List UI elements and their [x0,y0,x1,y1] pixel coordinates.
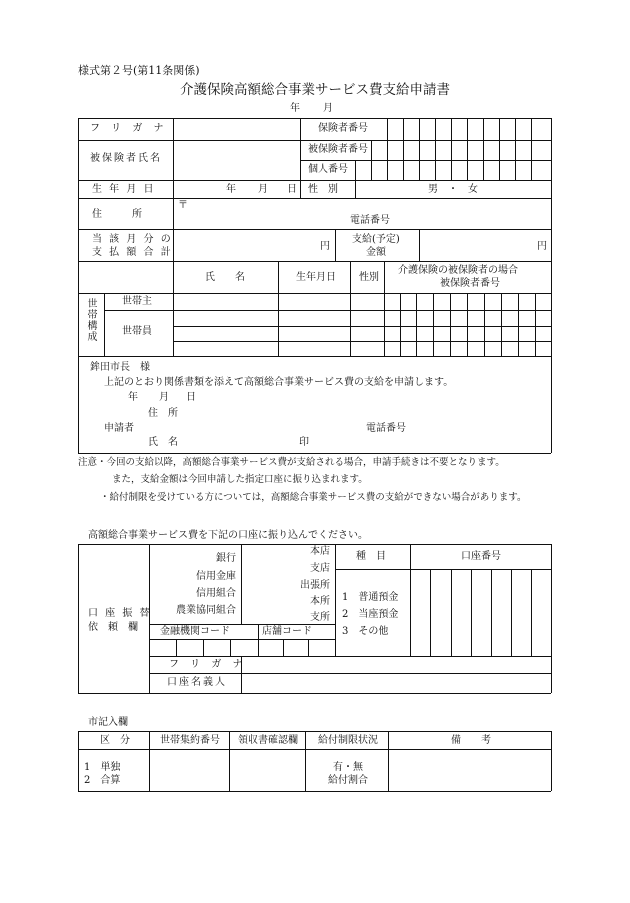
branch-branch-office: 支所 [310,612,330,623]
city-benefit-ratio: 給付割合 [328,775,368,786]
household-head-label: 世帯主 [122,296,152,307]
app-day: 日 [186,392,196,403]
bank-type-shinkin: 信用金庫 [196,571,236,582]
payment-total-label-2: 支 払 額 合 計 [92,247,173,258]
note-2: また，支給金額は今回申請した指定口座に振り込まれます。 [112,474,368,485]
sex-label: 性 別 [308,184,338,195]
date-month-label: 月 [323,103,333,114]
birth-year-label: 年 [226,184,236,195]
birth-day-label: 日 [287,184,297,195]
bank-label-1: 口 座 振 替 [88,608,152,619]
household-col-birthdate: 生年月日 [296,272,336,283]
city-col-household-no: 世帯集約番号 [160,735,220,746]
bank-type-bank: 銀行 [216,553,236,564]
branch-code-label: 店舗コード [262,626,312,637]
bank-label-2: 依 頼 欄 [88,622,138,633]
household-col-name: 氏 名 [205,272,245,283]
city-combined: 2 合算 [84,775,121,786]
city-col-category: 区 分 [100,735,130,746]
applicant-phone-label: 電話番号 [366,423,406,434]
bank-code-label: 金融機関コード [160,626,230,637]
payment-total-label-1: 当 該 月 分 の [92,234,173,245]
household-label: 世帯構成 [85,298,96,342]
seal-label: 印 [299,437,309,448]
planned-payment-label: 支給(予定) [352,234,400,245]
bank-type-credit-union: 信用組合 [196,588,236,599]
address-label: 住 所 [92,209,142,220]
insured-name-label: 被保険者氏名 [90,153,162,164]
birthdate-label: 生 年 月 日 [92,184,156,195]
branch-sub-office: 出張所 [300,580,330,591]
app-year: 年 [128,392,138,403]
city-yes-no: 有・無 [333,762,363,773]
applicant-address-label: 住 所 [148,408,178,419]
branch-branch: 支店 [310,563,330,574]
applicant-name-label: 氏 名 [148,437,178,448]
branch-main-office: 本所 [310,596,330,607]
city-col-remarks: 備 考 [451,735,491,746]
account-type-header: 種 目 [356,551,386,562]
account-type-other: 3 その他 [342,626,389,637]
city-col-restriction: 給付制限状況 [318,735,378,746]
amount-yen: 円 [537,241,547,252]
account-type-current: 2 当座預金 [342,609,399,620]
account-number-header: 口座番号 [461,551,501,562]
city-single: 1 単独 [84,762,121,773]
applicant-label: 申請者 [104,423,134,434]
birth-month-label: 月 [258,184,268,195]
household-member-label: 世帯員 [122,326,152,337]
account-holder-label: 口座名義人 [167,677,227,688]
city-col-receipt: 領収書確認欄 [238,735,298,746]
holder-furigana-label: フ リ ガ ナ [169,659,247,670]
page-title: 介護保険高額総合事業サービス費支給申請書 [180,82,450,98]
furigana-label: フ リ ガ ナ [90,123,168,134]
insurer-number-label: 保険者番号 [318,123,368,134]
postal-mark: 〒 [178,200,188,211]
branch-head-office: 本店 [310,546,330,557]
addressee: 鉾田市長 様 [90,362,150,373]
household-col-insured-1: 介護保険の被保険者の場合 [398,265,518,276]
app-month: 月 [159,392,169,403]
date-year-label: 年 [290,103,300,114]
household-col-insured-2: 被保険者番号 [440,278,500,289]
bank-intro: 高額総合事業サービス費を下記の口座に振り込んでください。 [88,530,368,541]
account-type-ordinary: 1 普通預金 [342,592,399,603]
note-3: ・給付制限を受けている方については，高額総合事業サービス費の支給ができない場合があります。 [100,492,527,503]
household-col-sex: 性別 [359,272,379,283]
personal-number-label: 個人番号 [308,164,348,175]
city-heading: 市記入欄 [88,717,128,728]
sex-options: 男 ・ 女 [428,184,478,195]
bank-type-agri-coop: 農業協同組合 [176,605,236,616]
form-number: 様式第２号(第11条関係) [78,64,200,77]
payment-yen: 円 [320,241,330,252]
application-statement: 上記のとおり関係書類を添えて高額総合事業サービス費の支給を申請します。 [104,377,454,388]
insured-number-label: 被保険者番号 [308,144,368,155]
phone-label: 電話番号 [350,215,390,226]
note-1: 注意・今回の支給以降，高額総合事業サービス費が支給される場合，申請手続きは不要となります。 [78,457,505,468]
amount-label: 金額 [366,247,386,258]
